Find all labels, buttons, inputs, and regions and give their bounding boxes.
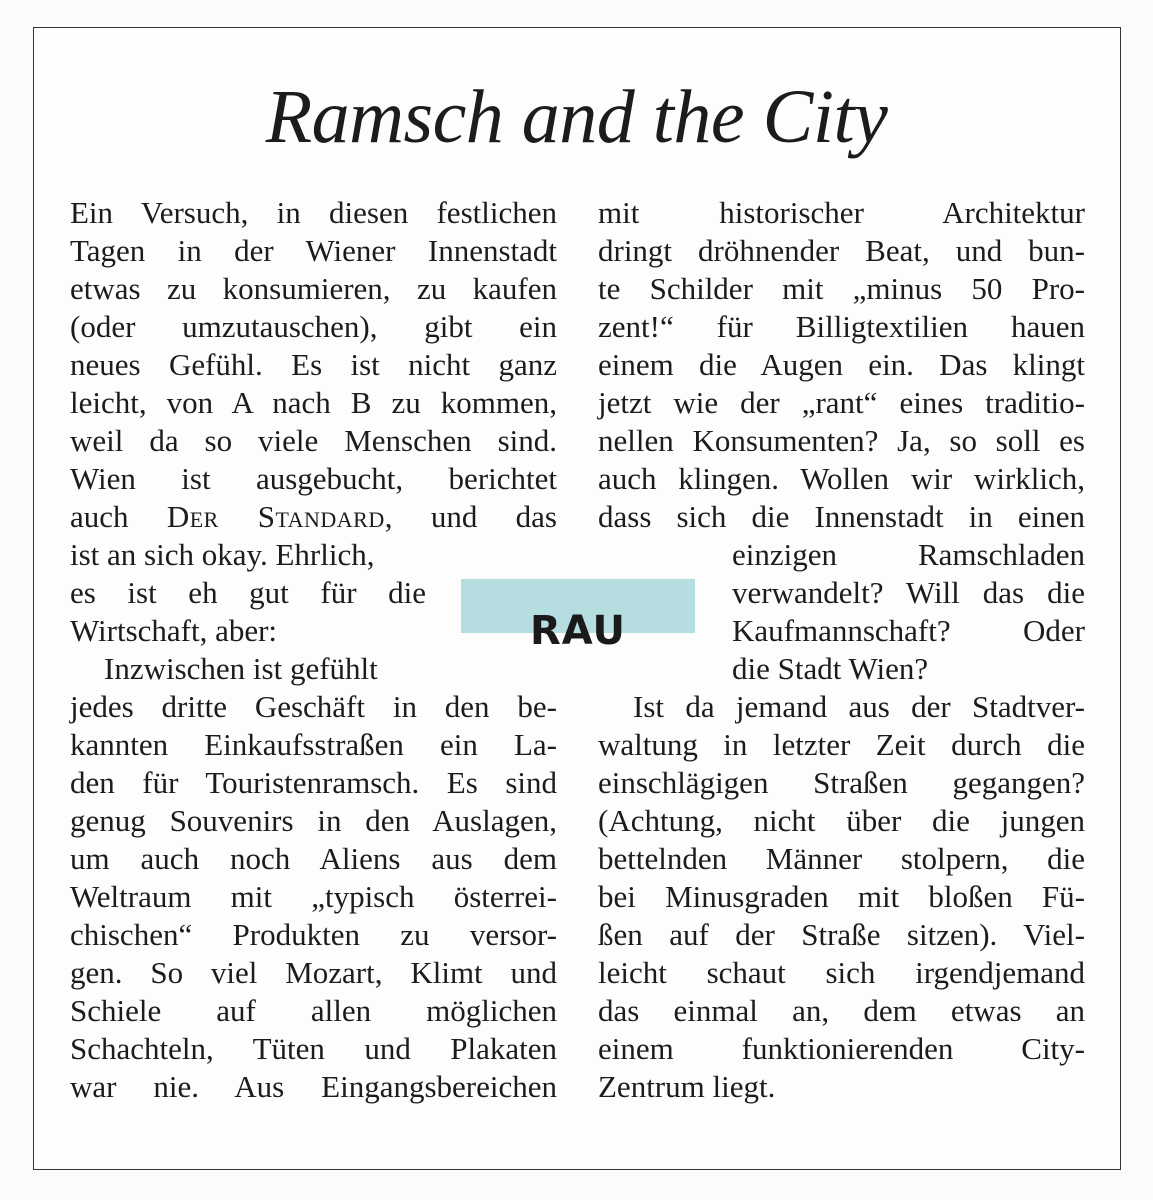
- col1-line: weil da so viele Menschen sind.: [70, 423, 557, 458]
- col1-line: um auch noch Aliens aus dem: [70, 841, 557, 876]
- col2-line: leicht schaut sich irgendjemand: [598, 955, 1085, 990]
- col2-line: dringt dröhnender Beat, und bun-: [598, 233, 1085, 268]
- col2-line: (Achtung, nicht über die jungen: [598, 803, 1085, 838]
- col1-line: Wirtschaft, aber:: [70, 613, 278, 648]
- col2-line: zent!“ für Billigtextilien hauen: [598, 309, 1085, 344]
- col1-line: den für Touristenramsch. Es sind: [70, 765, 557, 800]
- col1-line: Inzwischen ist gefühlt: [104, 651, 378, 686]
- col2-line: Zentrum liegt.: [598, 1069, 776, 1104]
- col2-line: nellen Konsumenten? Ja, so soll es: [598, 423, 1085, 458]
- col2-line: die Stadt Wien?: [732, 651, 929, 686]
- col2-line: auch klingen. Wollen wir wirklich,: [598, 461, 1085, 496]
- publication-name: Der Standard: [166, 499, 385, 534]
- col2-line: dass sich die Innenstadt in einen: [598, 499, 1085, 534]
- col1-line: es ist eh gut für die: [70, 575, 426, 610]
- col2-line: jetzt wie der „rant“ eines traditio-: [598, 385, 1085, 420]
- col2-line: ßen auf der Straße sitzen). Viel-: [598, 917, 1085, 952]
- col1-line: genug Souvenirs in den Auslagen,: [70, 803, 557, 838]
- col1-line: neues Gefühl. Es ist nicht ganz: [70, 347, 557, 382]
- col2-line: verwandelt? Will das die: [732, 575, 1085, 610]
- col1-line: chischen“ Produkten zu versor-: [70, 917, 557, 952]
- col1-line: ist an sich okay. Ehrlich,: [70, 537, 375, 572]
- col1-line: gen. So viel Mozart, Klimt und: [70, 955, 557, 990]
- col2-line: einschlägigen Straßen gegangen?: [598, 765, 1085, 800]
- article-title: Ramsch and the City: [265, 75, 888, 159]
- col1-line: kannten Einkaufsstraßen ein La-: [70, 727, 557, 762]
- col1-line: Weltraum mit „typisch österrei-: [70, 879, 557, 914]
- col1-line: (oder umzutauschen), gibt ein: [70, 309, 557, 344]
- col2-line: te Schilder mit „minus 50 Pro-: [598, 271, 1085, 306]
- col1-line: auch Der Standard, und das: [70, 499, 557, 534]
- col2-line: bei Minusgraden mit bloßen Fü-: [598, 879, 1085, 914]
- col2-line: bettelnden Männer stolpern, die: [598, 841, 1085, 876]
- col2-line: mit historischer Architektur: [598, 195, 1085, 230]
- col1-line: Schiele auf allen möglichen: [70, 993, 557, 1028]
- col1-line: Ein Versuch, in diesen festlichen: [70, 195, 557, 230]
- col1-line: Wien ist ausgebucht, berichtet: [70, 461, 557, 496]
- col2-line: Kaufmannschaft? Oder: [732, 613, 1085, 648]
- col2-line: einem funktionierenden City-: [598, 1031, 1085, 1066]
- col2-line: einzigen Ramschladen: [732, 537, 1085, 572]
- col1-line: Tagen in der Wiener Innenstadt: [70, 233, 557, 268]
- col2-line: waltung in letzter Zeit durch die: [598, 727, 1085, 762]
- col1-line: Schachteln, Tüten und Plakaten: [70, 1031, 557, 1066]
- col2-line: das einmal an, dem etwas an: [598, 993, 1085, 1028]
- col2-line: Ist da jemand aus der Stadtver-: [633, 689, 1085, 724]
- col1-line: etwas zu konsumieren, zu kaufen: [70, 271, 557, 306]
- col1-line: leicht, von A nach B zu kommen,: [70, 385, 557, 420]
- author-tag: RAU: [529, 608, 626, 654]
- col2-line: einem die Augen ein. Das klingt: [598, 347, 1085, 382]
- col1-line: war nie. Aus Eingangsbereichen: [70, 1069, 557, 1104]
- col1-line: jedes dritte Geschäft in den be-: [70, 689, 557, 724]
